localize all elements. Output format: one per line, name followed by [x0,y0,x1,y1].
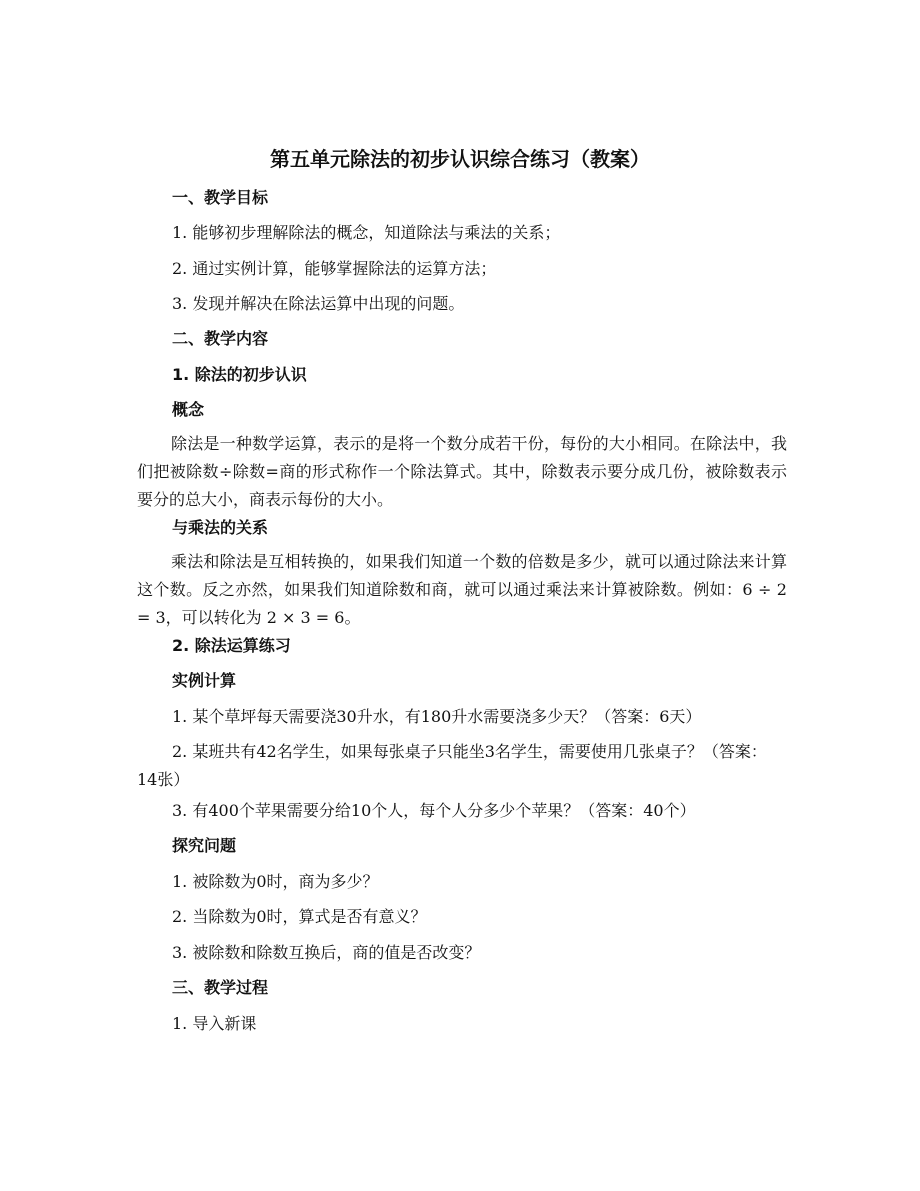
objective-item: 2. 通过实例计算，能够掌握除法的运算方法； [172,259,497,278]
explore-item: 3. 被除数和除数互换后，商的值是否改变？ [172,943,481,962]
process-item: 1. 导入新课 [172,1014,257,1033]
example-item: 2. 某班共有42名学生，如果每张桌子只能坐3名学生，需要使用几张桌子？（答案：14张） [137,742,767,789]
section-heading-process: 三、教学过程 [172,978,269,997]
section-heading-objectives: 一、教学目标 [172,188,269,207]
subsection-heading-division-intro: 1. 除法的初步认识 [172,365,307,384]
example-item: 3. 有400个苹果需要分给10个人，每个人分多少个苹果？（答案：40个） [172,801,696,820]
subsection-heading-practice: 2. 除法运算练习 [172,636,291,655]
topic-heading-explore: 探究问题 [172,836,237,855]
objective-item: 3. 发现并解决在除法运算中出现的问题。 [172,294,465,313]
topic-heading-relation: 与乘法的关系 [172,518,269,537]
example-item: 1. 某个草坪每天需要浇30升水，有180升水需要浇多少天？（答案：6天） [172,707,702,726]
concept-paragraph: 除法是一种数学运算，表示的是将一个数分成若干份，每份的大小相同。在除法中，我们把被除数÷除数=商的形式称作一个除法算式。其中，除数表示要分成几份，被除数表示要分的总大小，商表示每份的大小。 [137,434,787,509]
topic-heading-concept: 概念 [172,400,205,419]
explore-item: 2. 当除数为0时，算式是否有意义？ [172,907,427,926]
document-title: 第五单元除法的初步认识综合练习（教案） [270,147,650,171]
explore-item: 1. 被除数为0时，商为多少？ [172,872,379,891]
topic-heading-examples: 实例计算 [172,671,237,690]
objective-item: 1. 能够初步理解除法的概念，知道除法与乘法的关系； [172,223,561,242]
section-heading-content: 二、教学内容 [172,329,269,348]
relation-paragraph: 乘法和除法是互相转换的，如果我们知道一个数的倍数是多少，就可以通过除法来计算这个数。反之亦然，如果我们知道除数和商，就可以通过乘法来计算被除数。例如：6 ÷ 2 = 3，可以转化为 2 × 3 = 6。 [137,552,787,627]
